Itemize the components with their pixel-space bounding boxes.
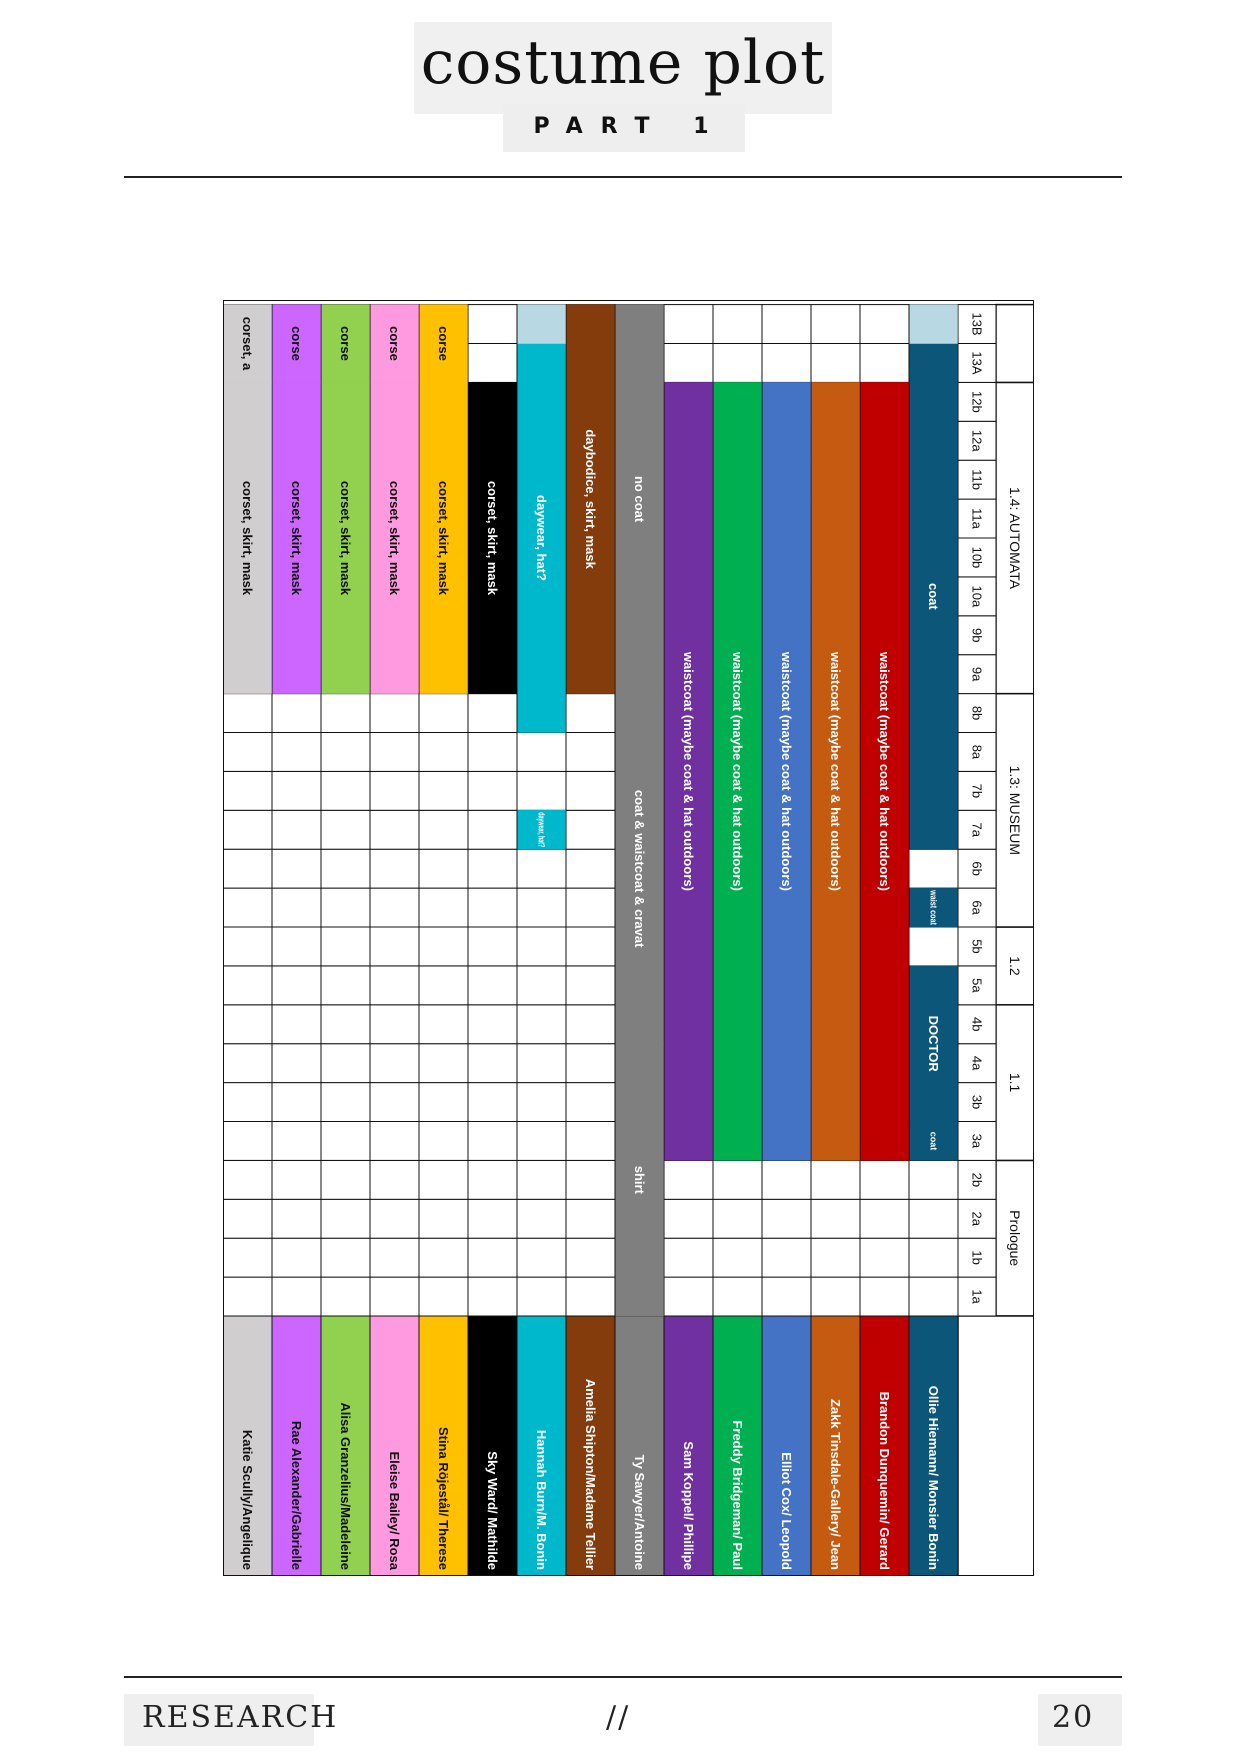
grid-cell (762, 1277, 811, 1316)
grid-cell (321, 1160, 370, 1199)
grid-cell (419, 1160, 468, 1199)
grid-cell (272, 771, 321, 810)
performer-name: Freddy Bridgeman/ Paul (730, 1420, 745, 1570)
scene-label: 4a (969, 1055, 985, 1071)
performer-name: Hannah Burn/M. Bonin (534, 1429, 549, 1570)
costume-label: daywear, hat? (536, 812, 547, 872)
scene-label: 13A (969, 351, 985, 375)
act-header-label: 1.4: AUTOMATA (1007, 487, 1023, 589)
grid-cell (370, 1238, 419, 1277)
grid-cell (321, 1005, 370, 1044)
costume-label: shirt (632, 1165, 647, 1194)
grid-cell (223, 927, 272, 966)
grid-cell (370, 1122, 419, 1161)
act-header-label: 1.3: MUSEUM (1007, 765, 1023, 856)
grid-cell (811, 1160, 860, 1199)
grid-cell (468, 771, 517, 810)
grid-cell (566, 966, 615, 1005)
scene-label: 6b (969, 861, 985, 876)
grid-cell (321, 810, 370, 849)
grid-cell (811, 344, 860, 383)
costume-label: corset, skirt, mask (485, 480, 500, 596)
costume-label: corse (289, 326, 304, 361)
header-divider (124, 176, 1122, 178)
grid-cell (419, 810, 468, 849)
scene-label: 12b (969, 390, 985, 413)
grid-cell (370, 1277, 419, 1316)
grid-cell (272, 1199, 321, 1238)
costume-label: corset, skirt, mask (338, 480, 353, 596)
grid-cell (468, 1122, 517, 1161)
grid-cell (272, 1277, 321, 1316)
grid-cell (566, 888, 615, 927)
costume-label: coat (926, 582, 941, 610)
costume-label: waist coat (928, 890, 939, 934)
grid-cell (468, 888, 517, 927)
grid-cell (566, 1238, 615, 1277)
grid-cell (223, 1199, 272, 1238)
grid-cell (517, 1277, 566, 1316)
grid-cell (419, 1199, 468, 1238)
grid-cell (419, 1083, 468, 1122)
scene-label: 1b (969, 1250, 985, 1265)
grid-cell (468, 1199, 517, 1238)
costume-label: daybodice, skirt, mask (583, 429, 598, 569)
scene-label: 10a (969, 585, 985, 608)
grid-cell (419, 888, 468, 927)
grid-cell (762, 1238, 811, 1277)
grid-cell (762, 1160, 811, 1199)
grid-cell (909, 927, 958, 966)
grid-cell (370, 1160, 419, 1199)
grid-cell (566, 810, 615, 849)
grid-cell (321, 1277, 370, 1316)
grid-cell (419, 733, 468, 772)
grid-cell (517, 1160, 566, 1199)
corner-cell (958, 1316, 1034, 1576)
grid-cell (517, 966, 566, 1005)
footer-section-label: RESEARCH (142, 1700, 339, 1735)
grid-cell (566, 1199, 615, 1238)
grid-cell (517, 733, 566, 772)
scene-label: 4b (969, 1017, 985, 1032)
page-subtitle: PART 1 (533, 114, 727, 139)
act-header-label: 1.2 (1007, 956, 1023, 976)
grid-cell (713, 1199, 762, 1238)
grid-cell (517, 927, 566, 966)
grid-cell (517, 1005, 566, 1044)
grid-cell (223, 1044, 272, 1083)
scene-label: 13B (969, 312, 985, 336)
costume-label: coat (928, 1131, 939, 1151)
grid-cell (223, 849, 272, 888)
grid-cell (223, 1277, 272, 1316)
grid-cell (860, 1277, 909, 1316)
grid-cell (419, 1122, 468, 1161)
grid-cell (860, 1199, 909, 1238)
scene-label: 11a (969, 508, 985, 529)
title-box (414, 22, 832, 114)
footer-separator: // (606, 1700, 631, 1735)
footer-divider (124, 1676, 1122, 1678)
costume-label: waistcoat (maybe coat & hat outdoors) (681, 651, 696, 891)
costume-plot-table (223, 300, 1034, 1576)
page-title: costume plot (420, 28, 826, 98)
grid-cell (272, 927, 321, 966)
grid-cell (517, 888, 566, 927)
costume-label: corse (387, 326, 402, 361)
costume-block (910, 305, 958, 344)
grid-cell (370, 849, 419, 888)
grid-cell (566, 1005, 615, 1044)
grid-cell (223, 1005, 272, 1044)
grid-cell (468, 733, 517, 772)
grid-cell (664, 1199, 713, 1238)
grid-cell (566, 1122, 615, 1161)
grid-cell (566, 1277, 615, 1316)
grid-cell (713, 1160, 762, 1199)
grid-cell (713, 305, 762, 344)
grid-cell (419, 1005, 468, 1044)
grid-cell (468, 1160, 517, 1199)
scene-label: 9b (969, 628, 985, 643)
act-header-cell (996, 305, 1034, 383)
grid-cell (909, 1277, 958, 1316)
performer-name: Sam Koppel/ Phillipe (681, 1441, 696, 1570)
costume-label: waistcoat (maybe coat & hat outdoors) (877, 651, 892, 891)
grid-cell (664, 1238, 713, 1277)
costume-label: corset, a (240, 316, 255, 371)
grid-cell (370, 966, 419, 1005)
grid-cell (370, 1199, 419, 1238)
scene-label: 12a (969, 429, 985, 452)
grid-cell (321, 771, 370, 810)
grid-cell (664, 1277, 713, 1316)
performer-name: Amelia Shipton/Madame Tellier (583, 1378, 598, 1570)
grid-cell (566, 1083, 615, 1122)
grid-cell (370, 733, 419, 772)
grid-cell (468, 1005, 517, 1044)
grid-cell (517, 1083, 566, 1122)
grid-cell (272, 1044, 321, 1083)
performer-name: Ty Sawyer/Antoine (632, 1454, 647, 1570)
grid-cell (419, 694, 468, 733)
grid-cell (223, 810, 272, 849)
grid-cell (321, 1083, 370, 1122)
performer-name: Stina Röjestål/ Therese (436, 1426, 451, 1570)
act-header-label: Prologue (1007, 1210, 1023, 1267)
grid-cell (272, 1160, 321, 1199)
grid-cell (370, 888, 419, 927)
costume-label: corse (436, 326, 451, 361)
costume-label: waistcoat (maybe coat & hat outdoors) (828, 651, 843, 891)
grid-cell (860, 305, 909, 344)
scene-label: 3b (969, 1094, 985, 1110)
grid-cell (468, 694, 517, 733)
grid-cell (272, 1122, 321, 1161)
performer-name: Eleise Bailey/ Rosa (387, 1451, 402, 1570)
performer-name: Ollie Hiemann/ Monsier Bonin (926, 1385, 941, 1570)
grid-cell (419, 1238, 468, 1277)
grid-cell (468, 966, 517, 1005)
grid-cell (419, 966, 468, 1005)
grid-cell (468, 1238, 517, 1277)
grid-cell (272, 849, 321, 888)
grid-cell (517, 1122, 566, 1161)
grid-cell (468, 305, 517, 344)
grid-cell (321, 966, 370, 1005)
grid-cell (664, 344, 713, 383)
grid-cell (909, 1199, 958, 1238)
grid-cell (370, 771, 419, 810)
grid-cell (321, 1199, 370, 1238)
scene-label: 11b (969, 469, 985, 491)
act-header-label: 1.1 (1007, 1072, 1023, 1093)
costume-label: corset, skirt, mask (436, 480, 451, 596)
performer-name: Brandon Dunquemin/ Gerard (877, 1391, 892, 1570)
grid-cell (762, 305, 811, 344)
performer-name: Sky Ward/ Mathilde (485, 1451, 500, 1570)
grid-cell (370, 1005, 419, 1044)
scene-label: 7a (969, 822, 985, 837)
scene-label: 2a (969, 1211, 985, 1226)
grid-cell (566, 694, 615, 733)
grid-cell (517, 1199, 566, 1238)
grid-cell (321, 1122, 370, 1161)
grid-cell (272, 810, 321, 849)
scene-label: 3a (969, 1133, 985, 1149)
grid-cell (223, 733, 272, 772)
grid-cell (321, 927, 370, 966)
scene-label: 2b (969, 1172, 985, 1188)
grid-cell (664, 1160, 713, 1199)
costume-block (518, 305, 566, 344)
grid-cell (566, 927, 615, 966)
grid-cell (713, 1238, 762, 1277)
grid-cell (419, 849, 468, 888)
grid-cell (811, 1199, 860, 1238)
performer-name: Zakk Tinsdale-Gallery/ Jean (828, 1398, 843, 1570)
grid-cell (370, 1083, 419, 1122)
grid-cell (664, 305, 713, 344)
grid-cell (272, 1238, 321, 1277)
scene-label: 9a (969, 666, 985, 682)
scene-label: 7b (969, 783, 985, 799)
grid-cell (909, 849, 958, 888)
grid-cell (272, 694, 321, 733)
grid-cell (419, 1044, 468, 1083)
grid-cell (468, 1083, 517, 1122)
grid-cell (909, 1160, 958, 1199)
grid-cell (223, 888, 272, 927)
grid-cell (566, 1044, 615, 1083)
grid-cell (272, 966, 321, 1005)
grid-cell (468, 927, 517, 966)
grid-cell (762, 344, 811, 383)
grid-cell (272, 733, 321, 772)
grid-cell (272, 1083, 321, 1122)
grid-cell (468, 810, 517, 849)
grid-cell (321, 849, 370, 888)
grid-cell (860, 344, 909, 383)
costume-label: waistcoat (maybe coat & hat outdoors) (730, 651, 745, 891)
performer-name: Katie Scully/Angelique (240, 1429, 255, 1570)
grid-cell (517, 1238, 566, 1277)
grid-cell (223, 966, 272, 1005)
grid-cell (713, 344, 762, 383)
grid-cell (370, 810, 419, 849)
costume-label: corset, skirt, mask (240, 480, 255, 596)
grid-cell (468, 344, 517, 383)
grid-cell (321, 888, 370, 927)
grid-cell (860, 1238, 909, 1277)
costume-label: DOCTOR (926, 1015, 941, 1072)
scene-label: 1a (969, 1289, 985, 1304)
costume-label: waistcoat (maybe coat & hat outdoors) (779, 651, 794, 891)
subtitle-box (503, 104, 745, 152)
grid-cell (566, 771, 615, 810)
grid-cell (223, 771, 272, 810)
grid-cell (713, 1277, 762, 1316)
grid-cell (223, 1122, 272, 1161)
grid-cell (762, 1199, 811, 1238)
costume-label: corset, skirt, mask (289, 480, 304, 596)
grid-cell (566, 1160, 615, 1199)
grid-cell (419, 1277, 468, 1316)
grid-cell (223, 1238, 272, 1277)
grid-cell (321, 694, 370, 733)
grid-cell (370, 694, 419, 733)
scene-label: 6a (969, 900, 985, 915)
grid-cell (517, 1044, 566, 1083)
grid-cell (566, 849, 615, 888)
grid-cell (811, 1277, 860, 1316)
grid-cell (909, 1238, 958, 1277)
costume-label: corse (338, 326, 353, 361)
grid-cell (370, 1044, 419, 1083)
grid-cell (468, 1044, 517, 1083)
grid-cell (321, 1044, 370, 1083)
scene-label: 10b (969, 546, 985, 569)
performer-name: Alisa Granzelius/Madeleine (338, 1402, 353, 1570)
grid-cell (370, 927, 419, 966)
grid-cell (419, 771, 468, 810)
costume-label: coat & waistcoat & cravat (632, 789, 647, 948)
grid-cell (811, 1238, 860, 1277)
grid-cell (517, 849, 566, 888)
grid-cell (321, 733, 370, 772)
costume-label: no coat (632, 475, 647, 523)
scene-label: 5b (969, 939, 985, 954)
grid-cell (566, 733, 615, 772)
performer-name: Elliot Cox/ Leopold (779, 1452, 794, 1570)
grid-cell (223, 1160, 272, 1199)
grid-cell (811, 305, 860, 344)
grid-cell (321, 1238, 370, 1277)
grid-cell (517, 771, 566, 810)
costume-label: corset, skirt, mask (387, 480, 402, 596)
scene-label: 5a (969, 978, 985, 993)
grid-cell (272, 888, 321, 927)
scene-label: 8b (969, 705, 985, 721)
costume-label: daywear, hat? (534, 495, 549, 581)
grid-cell (468, 849, 517, 888)
performer-name: Rae Alexander/Gabrielle (289, 1420, 304, 1570)
grid-cell (223, 1083, 272, 1122)
grid-cell (860, 1160, 909, 1199)
page-number: 20 (1052, 1700, 1095, 1735)
grid-cell (468, 1277, 517, 1316)
grid-cell (223, 694, 272, 733)
grid-cell (272, 1005, 321, 1044)
scene-label: 8a (969, 744, 985, 760)
grid-cell (419, 927, 468, 966)
